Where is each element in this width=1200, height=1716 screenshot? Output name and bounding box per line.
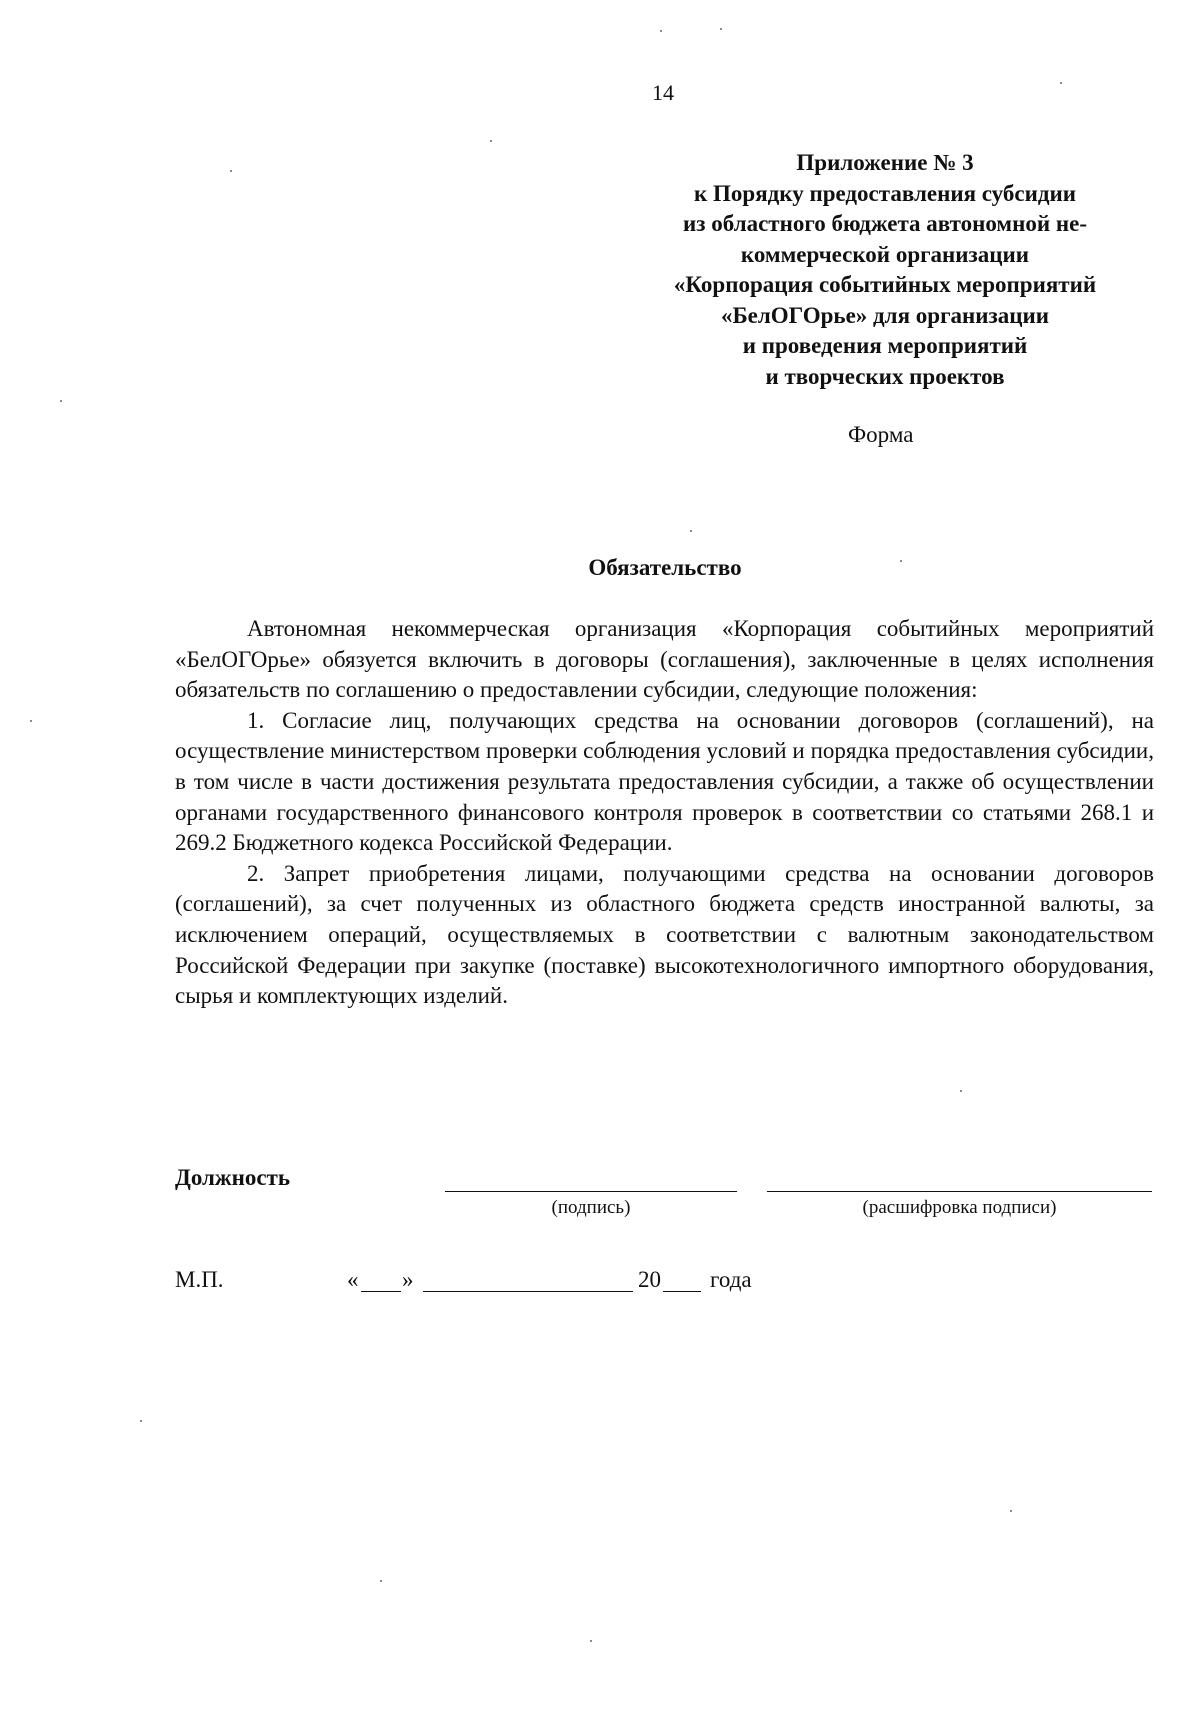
signature-block [175,1165,1154,1225]
scan-speck [720,28,722,30]
scan-speck [690,530,692,532]
appendix-line: «БелОГОрье» для организации [720,302,1050,328]
appendix-line: и творческих проектов [765,363,1005,389]
document-title: Обязательство [588,555,742,580]
scan-speck [1060,82,1062,84]
scan-speck [490,140,492,142]
form-label: Форма [848,422,914,447]
appendix-line: и проведения мероприятий [742,333,1028,358]
day-blank-line [361,1291,401,1292]
scan-speck [900,560,902,562]
month-blank-line [423,1291,633,1292]
appendix-header [590,148,1180,392]
document-body [175,614,1154,1012]
year-blank-line [663,1291,701,1292]
appendix-line: коммерческой организации [740,241,1030,267]
page-number: 14 [652,80,674,105]
paragraph: 1. Согласие лиц, получающих средства на основании договоров (соглашений), на осуществление министерством проверки соблюдения условий и порядка предоставления субсидии, в том числе в части достижения результата предоставления субсидии, а также об осуществлении органами государственного финансового контроля проверок в соответствии со статьями 268.1 и 269.2 Бюджетного кодекса Российской Федерации. [175,707,1154,856]
scan-speck [230,170,232,172]
scan-speck [380,1580,382,1582]
year-prefix: 20 [638,1267,661,1292]
signature-line [445,1191,737,1192]
appendix-line: из областного бюджета автономной не- [683,211,1087,236]
scan-speck [590,1640,592,1642]
signature-decoding-line [767,1191,1152,1192]
appendix-line: Приложение № 3 [796,150,974,175]
scan-speck [660,30,662,32]
scan-speck [1010,1510,1012,1512]
scan-speck [60,400,62,402]
paragraph: Автономная некоммерческая организация «Корпорация событийных мероприятий «БелОГОрье» обязуется включить в договоры (соглашения), заключенные в целях исполнения обязательств по соглашению о предоставлении субсидии, следующие положения: [175,616,1154,703]
stamp-label: М.П. [175,1267,224,1292]
stamp-date-block [175,1267,875,1307]
date-quote-close: » [402,1267,414,1292]
scan-speck [30,720,32,722]
signature-decoding-caption: (расшифровка подписи) [862,1197,1057,1218]
scan-speck [960,1090,962,1092]
appendix-line: к Порядку предоставления субсидии [694,180,1076,206]
paragraph: 2. Запрет приобретения лицами, получающими средства на основании договоров (соглашений), за счет полученных из областного бюджета средств иностранной валюты, за исключением операций, осуществляемых в соответствии с валютным законодательством Российской Федерации при закупке (поставке) высокотехнологичного импортного оборудования, сырья и комплектующих изделий. [175,860,1154,1009]
position-label: Должность [175,1165,291,1190]
year-suffix: года [710,1267,752,1292]
appendix-line: «Корпорация событийных мероприятий [673,272,1097,297]
signature-caption: (подпись) [551,1197,631,1218]
scan-speck [140,1420,142,1422]
date-quote-open: « [347,1267,359,1292]
